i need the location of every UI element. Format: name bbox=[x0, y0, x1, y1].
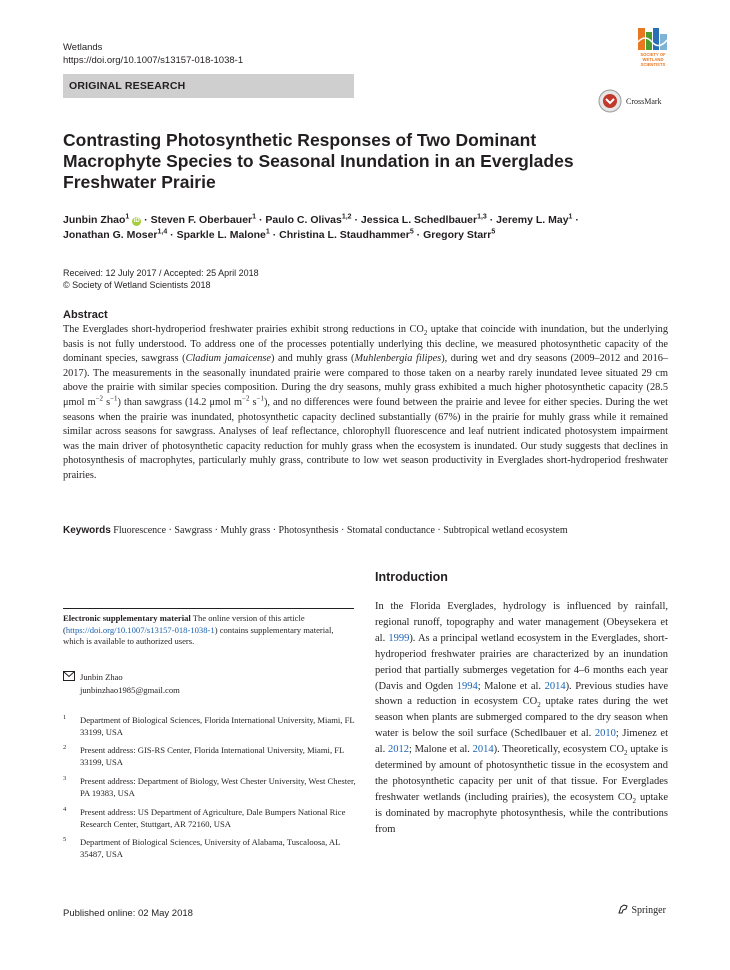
author-name[interactable]: Jeremy L. May bbox=[496, 214, 569, 226]
citation-link[interactable]: 2014 bbox=[472, 744, 494, 756]
affiliation-number: 5 bbox=[63, 836, 67, 843]
svg-text:SCIENTISTS: SCIENTISTS bbox=[640, 62, 666, 67]
publisher-name: Springer bbox=[631, 905, 666, 916]
svg-text:SOCIETY OF: SOCIETY OF bbox=[640, 52, 666, 57]
affiliation-item: Department of Biological Sciences, Florida International University, Miami, FL 33199, USA bbox=[80, 715, 355, 737]
author-affiliation: 1,3 bbox=[477, 213, 487, 221]
copyright: © Society of Wetland Scientists 2018 bbox=[63, 280, 211, 290]
keywords-list: Fluorescence · Sawgrass · Muhly grass · Photosynthesis · Stomatal conductance · Subtropical wetland ecosystem bbox=[113, 525, 568, 536]
author-name[interactable]: Sparkle L. Malone bbox=[176, 229, 266, 241]
springer-horse-icon bbox=[617, 903, 629, 915]
author-name[interactable]: Christina L. Staudhammer bbox=[279, 229, 410, 241]
author-affiliation: 1 bbox=[125, 213, 130, 221]
citation-link[interactable]: 2010 bbox=[594, 728, 616, 740]
svg-text:WETLAND: WETLAND bbox=[642, 57, 664, 62]
published-online-date: Published online: 02 May 2018 bbox=[63, 908, 193, 919]
author-name[interactable]: Steven F. Oberbauer bbox=[150, 214, 253, 226]
publisher-logo bbox=[617, 903, 666, 916]
author-separator: · bbox=[272, 229, 277, 241]
introduction-body: In the Florida Everglades, hydrology is influenced by rainfall, regional runoff, topography and water management (Obeysekera et al. 1999). As a principal wetland ecosystem in the Everglades, short-hydroperiod freshwater prairies are characterized by an inundation period that partially submerges vegetation for 4–6 months each year (Davis and Ogden 1994; Malone et al. 2014). Previous studies have shown a reduction in ecosystem $CO_2$ uptake rates during the wet season when plants are submerged compared to the dry season when water is below the soil surface (Schedlbauer et al. 2010; Jimenez et al. 2012; Malone et al. 2014). Theoretically, ecosystem $CO_2$ uptake is determined by amount of photosynthetic tissue in the ecosystem and the photosynthetic capacity per unit of that tissue. For Everglades freshwater wetlands (including prairies), the ecosystem $CO_2$ uptake is dominated by macrophyte photosynthesis, while the contributions from bbox=[375, 601, 668, 835]
envelope-icon bbox=[63, 671, 75, 685]
affiliation-item: Present address: Department of Biology, West Chester University, West Chester, PA 19383, USA bbox=[80, 776, 356, 798]
doi-link[interactable]: https://doi.org/10.1007/s13157-018-1038-1 bbox=[63, 55, 244, 66]
author-name[interactable]: Gregory Starr bbox=[423, 229, 492, 241]
author-affiliation: 1 bbox=[252, 213, 257, 221]
author-separator: · bbox=[144, 214, 148, 226]
abstract-body: The Everglades short-hydroperiod freshwater prairies exhibit strong reductions in $CO_2$ uptake that coincide with inundation, but the underlying basis is not fully understood. To address one of the processes potentially underlying this decline, we measured photosynthetic capacity of the dominant species, sawgrass (Cladium jamaicense) and muhly grass (Muhlenbergia filipes), during wet and dry seasons (2009–2012 and 2016–2017). The measurements in the seasonally inundated prairie were compared to those taken on a nearby rarely inundated levee situated 29 cm above the prairie with similar species composition. During the dry seasons, muhly grass exhibited a much higher photosynthetic capacity (28.5 μmol $m^{-2}$ $s^{-1}$) than sawgrass (14.2 μmol $m^{-2}$ $s^{-1}$), and no differences were found between the prairie and levee for either species. During the wet seasons when the prairie was inundated, photosynthetic capacity declined substantially (67%) in the prairie for muhly grass while it remained similar across seasons for sawgrass. Analyses of leaf reflectance, chlorophyll fluorescence and leaf nutrient indicated photosystem impairment was the main driver of photosynthetic capacity reduction for muhly grass when the ecosystem is inundated. Our study suggests that declines in photosynthesis of macrophytes, particularly muhly grass, contribute to low wet season productivity in Everglades short-hydroperiod freshwater prairies. bbox=[63, 324, 669, 481]
author-name[interactable]: Paulo C. Olivas bbox=[265, 214, 342, 226]
supplementary-link[interactable]: https://doi.org/10.1007/s13157-018-1038-1 bbox=[65, 624, 215, 635]
author-list bbox=[63, 213, 663, 243]
author-separator: · bbox=[575, 214, 579, 226]
society-logo bbox=[636, 26, 670, 70]
affiliation-item: Present address: US Department of Agriculture, Dale Bumpers National Rice Research Center, Stuttgart, AR 72160, USA bbox=[80, 807, 346, 829]
affiliation-number: 3 bbox=[63, 775, 67, 782]
author-affiliation: 1 bbox=[265, 228, 270, 236]
affiliation-item: Present address: GIS-RS Center, Florida International University, Miami, FL 33199, USA bbox=[80, 745, 344, 767]
supplementary-note: Electronic supplementary material The online version of this article (https://doi.org/10.1007/s13157-018-1038-1) contains supplementary material, which is available to authorized users. bbox=[63, 613, 334, 647]
corresponding-name: Junbin Zhao bbox=[80, 672, 123, 682]
journal-name: Wetlands bbox=[63, 42, 103, 53]
crossmark-label: CrossMark bbox=[626, 97, 662, 106]
abstract-heading: Abstract bbox=[63, 309, 108, 321]
crossmark-button[interactable] bbox=[598, 89, 674, 113]
received-accepted-dates: Received: 12 July 2017 / Accepted: 25 April 2018 bbox=[63, 268, 259, 278]
author-affiliation: 1,4 bbox=[157, 228, 168, 236]
citation-link[interactable]: 2012 bbox=[387, 744, 409, 756]
corresponding-author bbox=[80, 671, 180, 696]
author-affiliation: 5 bbox=[409, 228, 414, 236]
keywords bbox=[63, 524, 668, 537]
author-name[interactable]: Jessica L. Schedlbauer bbox=[360, 214, 478, 226]
author-separator: · bbox=[416, 229, 421, 241]
affiliation-item: Department of Biological Sciences, University of Alabama, Tuscaloosa, AL 35487, USA bbox=[80, 837, 341, 859]
author-affiliation: 5 bbox=[491, 228, 496, 236]
author-separator: · bbox=[258, 214, 263, 226]
keywords-label: Keywords bbox=[63, 525, 111, 536]
orcid-icon[interactable]: iD bbox=[133, 218, 140, 224]
author-separator: · bbox=[354, 214, 358, 226]
author-separator: · bbox=[170, 229, 174, 241]
author-name[interactable]: Junbin Zhao bbox=[63, 214, 126, 226]
author-separator: · bbox=[489, 214, 494, 226]
author-affiliation: 1 bbox=[568, 213, 573, 221]
citation-link[interactable]: 1994 bbox=[456, 680, 478, 692]
article-title: Contrasting Photosynthetic Responses of Two Dominant Macrophyte Species to Seasonal Inundation in an Everglades Freshwater Prairie bbox=[63, 130, 574, 192]
affiliation-number: 2 bbox=[63, 744, 67, 751]
affiliation-number: 4 bbox=[63, 806, 67, 813]
article-type-banner bbox=[63, 74, 354, 98]
corresponding-email[interactable]: junbinzhao1985@gmail.com bbox=[80, 684, 180, 695]
citation-link[interactable]: 2014 bbox=[544, 680, 566, 692]
affiliation-number: 1 bbox=[63, 714, 67, 721]
footnote-divider bbox=[63, 608, 354, 609]
citation-link[interactable]: 1999 bbox=[388, 632, 410, 644]
author-name[interactable]: Jonathan G. Moser bbox=[63, 229, 158, 241]
crossmark-icon bbox=[598, 89, 622, 113]
author-affiliation: 1,2 bbox=[341, 213, 352, 221]
article-type-label: ORIGINAL RESEARCH bbox=[69, 80, 186, 92]
introduction-heading: Introduction bbox=[375, 570, 448, 584]
